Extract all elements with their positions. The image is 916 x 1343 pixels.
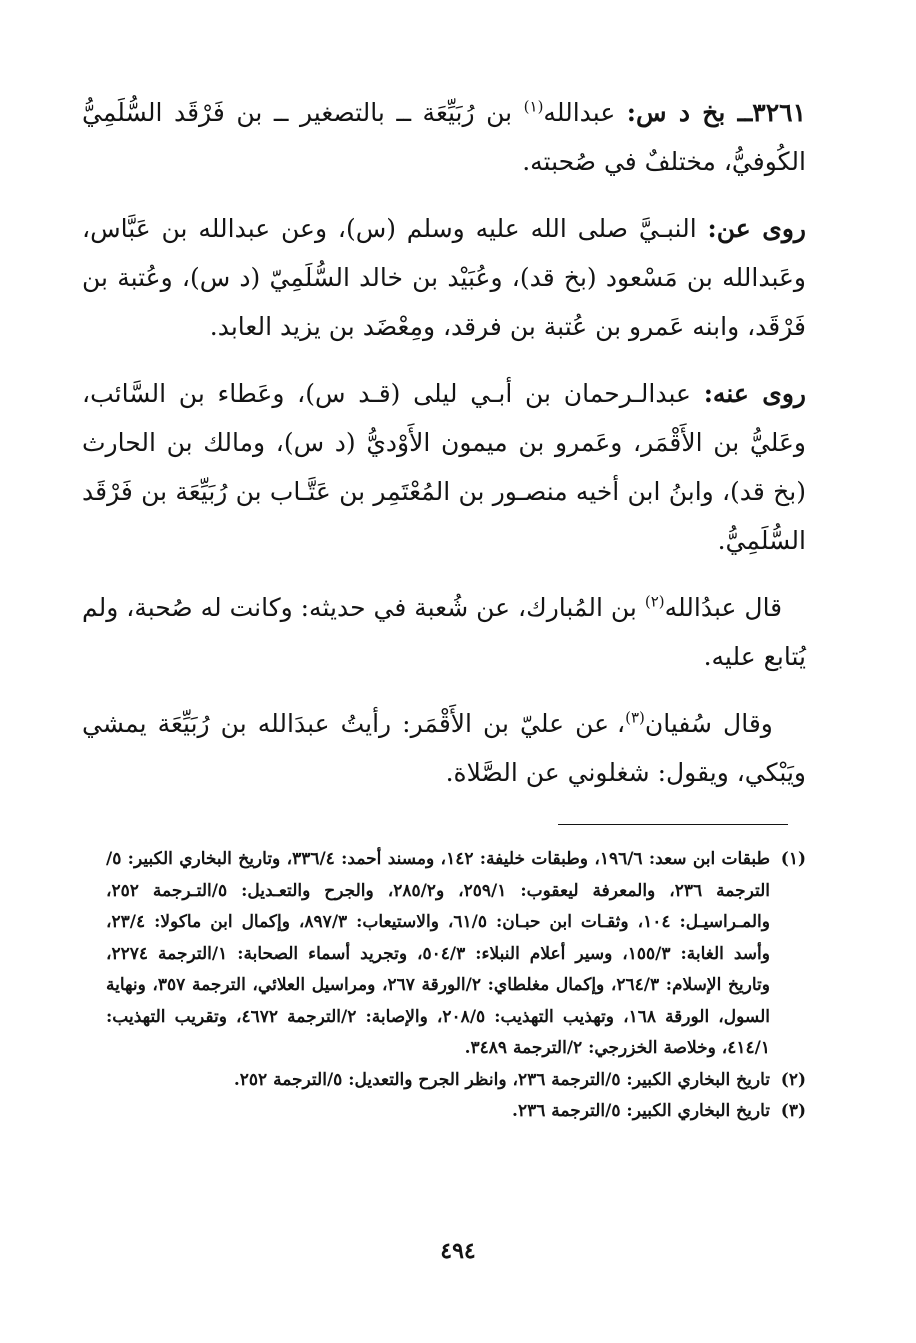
narrated-from-paragraph [82,204,806,351]
narrated-by-text: عبدالـرحمان بن أبـي ليلى (قـد س)، وعَطاء بن السَّائب، وعَليُّ بن الأَقْمَر، وعَمرو بن ميمون الأَوْديُّ (د س)، ومالك بن الحارث (بخ قد)، وابنُ ابن أخيه منصـور بن المُعْتَمِر بن عَتَّـاب بن رُبَيِّعَة بن فَرْقَد السُّلَمِيُّ. [82,379,806,555]
sufyan-text-start: وقال سُفيان [644,709,773,738]
footnote-number: (٢) [780,1069,806,1090]
narrated-by-label: روى عنه: [703,379,807,408]
narrated-by-paragraph [82,369,806,565]
footnote-ref-3[interactable]: (٣) [625,708,645,727]
main-text [82,88,806,797]
narrated-from-text: النبـيَّ صلى الله عليه وسلم (س)، وعن عبدالله بن عَبَّاس، وعَبدالله بن مَسْعود (بخ قد)، وعُبَيْد بن خالد السُّلَمِيّ (د س)، وعُتبة بن فَرْقَد، وابنه عَمرو بن عُتبة بن فرقد، ومِعْضَد بن يزيد العابد. [82,214,806,341]
entry-number: ٣٢٦١ــ بخ د س: [626,98,806,127]
entry-name: عبدالله [543,98,627,127]
footnote-separator [558,824,788,825]
entry-heading-paragraph [82,88,806,186]
footnote-3 [106,1096,806,1128]
footnote-number: (٣) [780,1101,806,1121]
footnote-text: طبقات ابن سعد: ١٩٦/٦، وطبقات خليفة: ١٤٢، ومسند أحمد: ٣٣٦/٤، وتاريخ البخاري الكبير: ٥/الترجمة ٢٣٦، والمعرفة ليعقوب: ٢٥٩/١، و٢٨٥/٢، والجرح والتعـديل: ٥/التـرجمة ٢٥٢، والمـراسيـل: ١٠٤، وثقـات ابن حبـان: ٦١/٥، والاستيعاب: ٨٩٧/٣، وإكمال ابن ماكولا: ٢٣/٤، وأسد الغابة: ١٥٥/٣، وسير أعلام النبلاء: ٥٠٤/٣، وتجريد أسماء الصحابة: ١/الترجمة ٢٢٧٤، وتاريخ الإسلام: ٢٦٤/٣، وإكمال مغلطاي: ٢/الورقة ٢٦٧، ومراسيل العلائي، الترجمة ٣٥٧، ونهاية السول، الورقة ١٦٨، وتهذيب التهذيب: ٢٠٨/٥، والإصابة: ٢/الترجمة ٤٦٧٢، وتقريب التهذيب: ٤١٤/١، وخلاصة الخزرجي: ٢/الترجمة ٣٤٨٩. [106,849,771,1058]
footnote-text: تاريخ البخاري الكبير: ٥/الترجمة ٢٣٦. [512,1101,770,1121]
abdullah-paragraph [82,583,806,681]
abdullah-text-start: قال عبدُالله [664,593,783,622]
footnote-ref-1[interactable]: (١) [523,97,544,116]
footnote-1 [106,844,806,1065]
footnotes [106,844,806,1128]
narrated-from-label: روى عن: [707,214,806,243]
sufyan-paragraph [82,699,806,797]
footnote-text: تاريخ البخاري الكبير: ٥/الترجمة ٢٣٦، وانظر الجرح والتعديل: ٥/الترجمة ٢٥٢. [233,1069,770,1090]
sufyan-text-end: ، عن عليّ بن الأَقْمَر: رأيتُ عبدَالله بن رُبَيِّعَة يمشي ويَبْكي، ويقول: شغلوني عن الصَّلاة. [82,709,806,787]
footnote-2 [106,1065,806,1097]
footnote-ref-2[interactable]: (٢) [644,592,665,611]
page-number: ٤٩٤ [440,1238,476,1264]
footnote-number: (١) [780,849,806,869]
abdullah-text-end: بن المُبارك، عن شُعبة في حديثه: وكانت له صُحبة، ولم يُتابع عليه. [82,593,806,671]
entry-description: بن رُبَيِّعَة ــ بالتصغير ــ بن فَرْقَد السُّلَمِيُّ الكُوفيُّ، مختلفٌ في صُحبته. [82,98,806,176]
